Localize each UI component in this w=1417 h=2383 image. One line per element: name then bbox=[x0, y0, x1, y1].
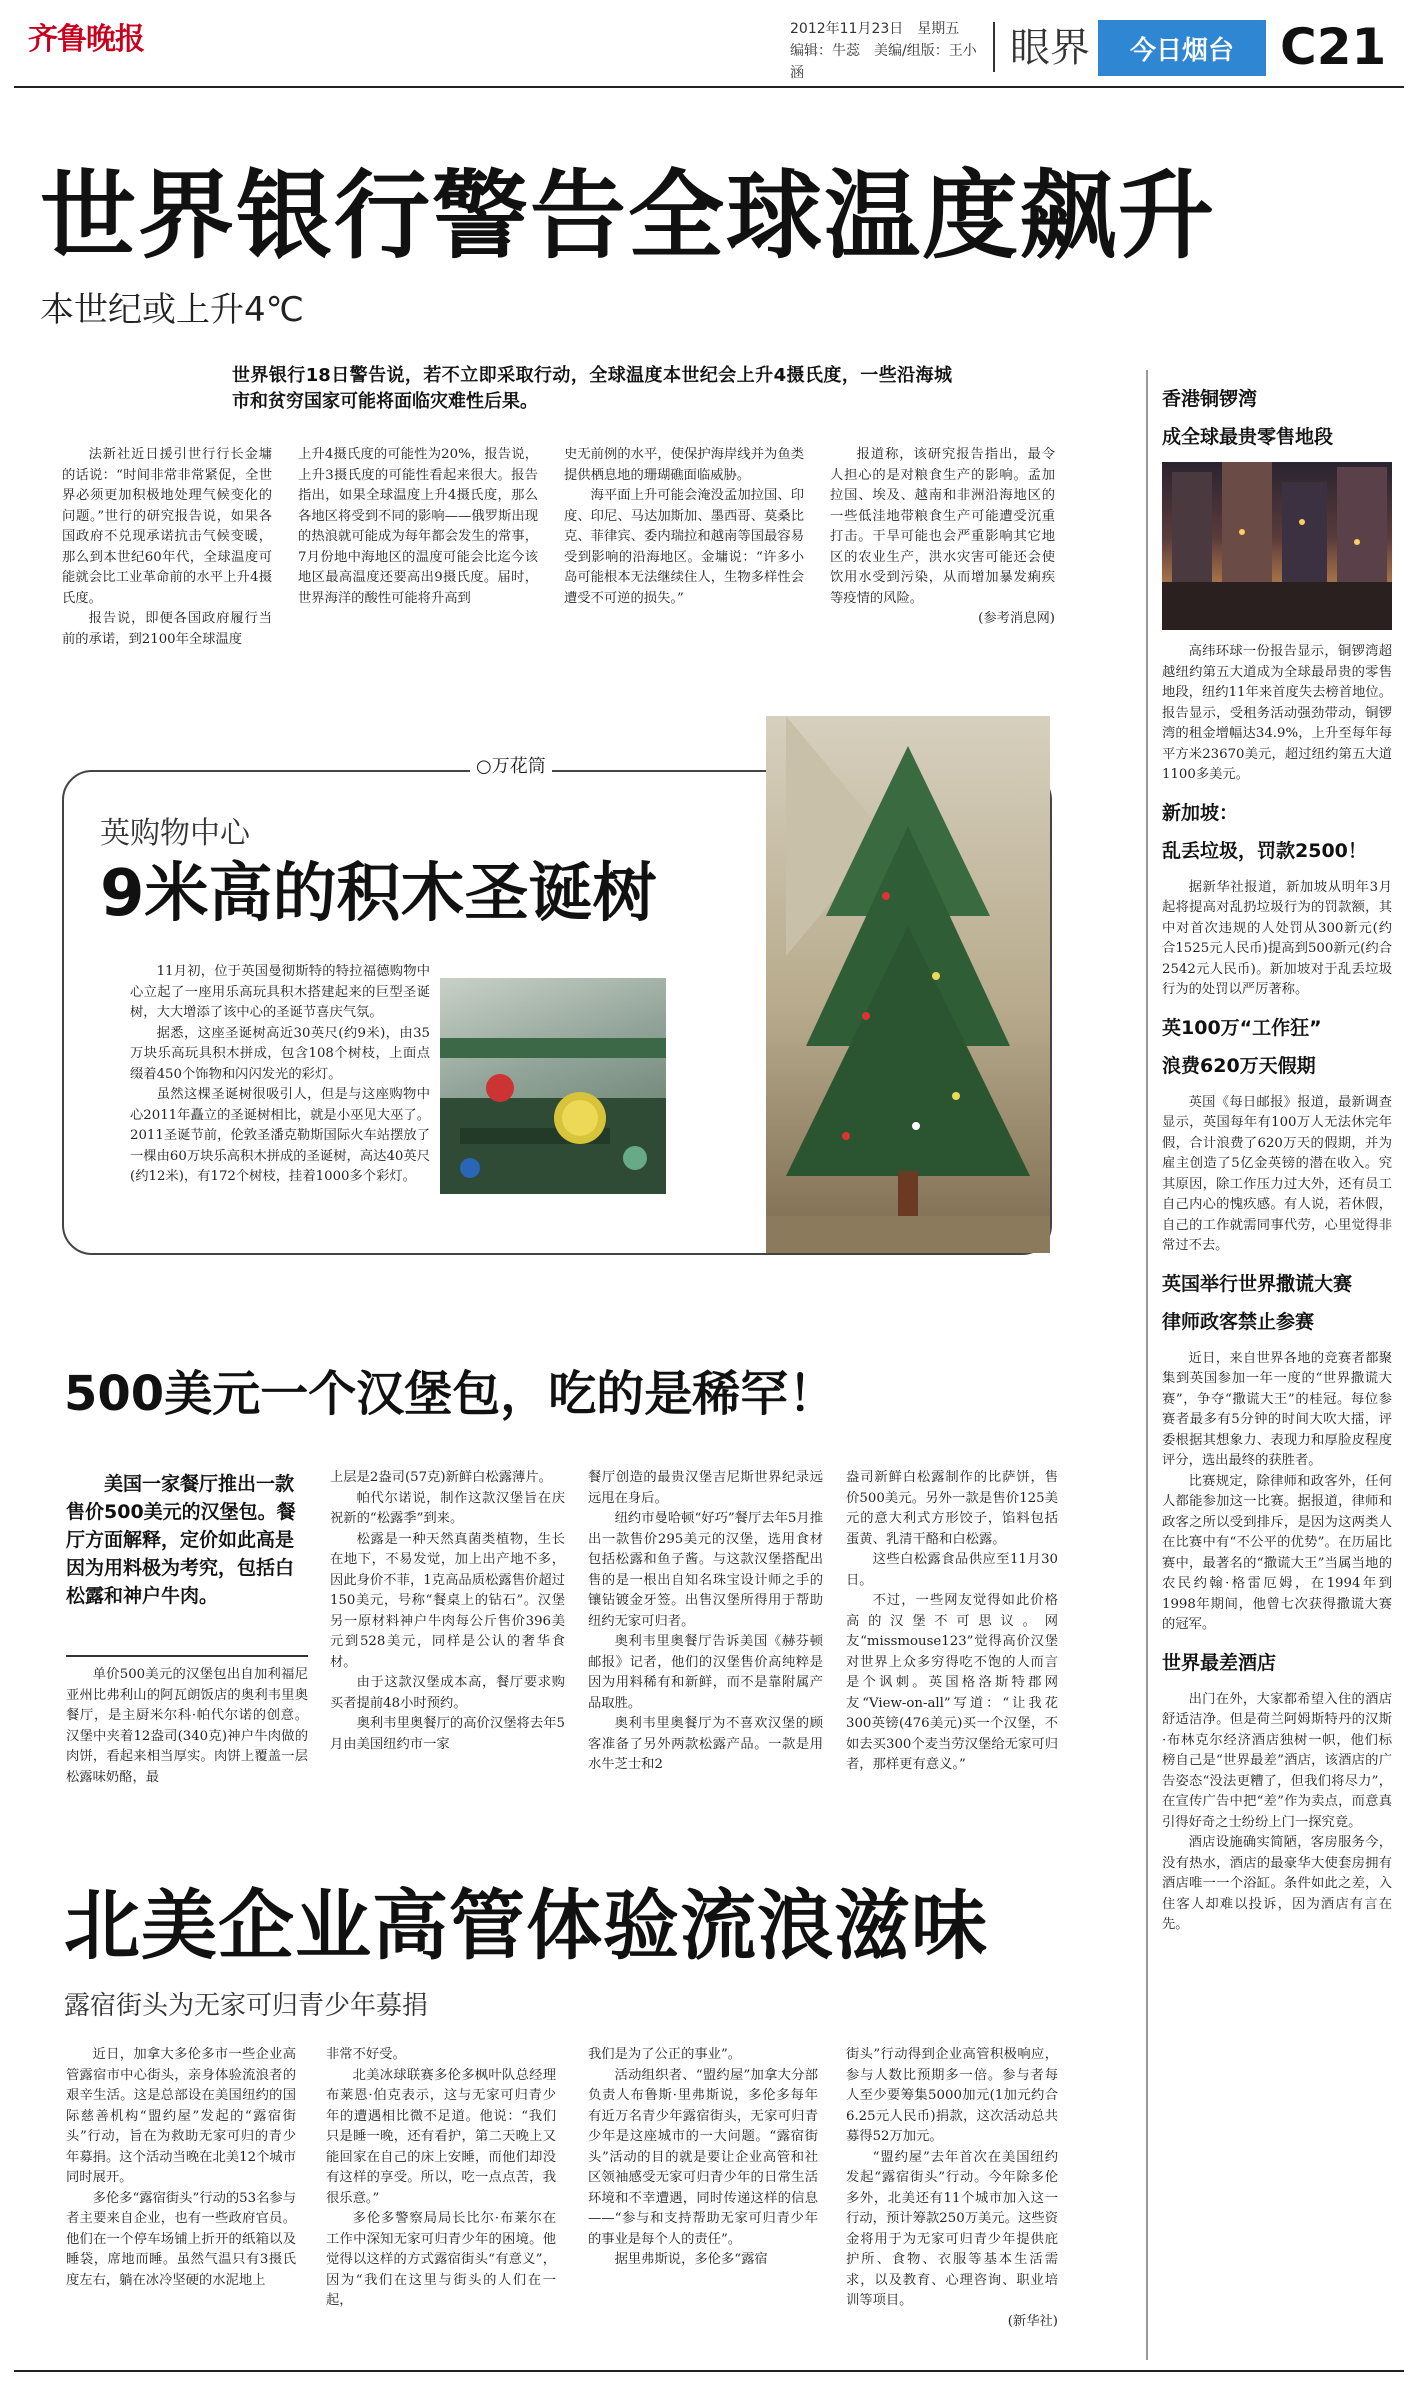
paragraph: 虽然这棵圣诞树很吸引人，但是与这座购物中心2011年矗立的圣诞树相比，就是小巫见大巫了。2011圣诞节前，伦敦圣潘克勒斯国际火车站摆放了一棵由60万块乐高积木拼成的圣诞树，高达40英尺(约12米)，有172个树枝，挂着1000多个彩灯。 bbox=[130, 1087, 430, 1184]
lego-closeup-photo bbox=[440, 978, 666, 1194]
story4-subhead: 露宿街头为无家可归青少年募捐 bbox=[64, 1991, 429, 2021]
sidebar-story2-title1: 新加坡： bbox=[1162, 801, 1239, 824]
christmas-tree-graphic bbox=[766, 716, 1050, 1253]
story3-lead: 美国一家餐厅推出一款售价500美元的汉堡包。餐厅方面解释，定价如此高是因为用料极为考究，包括白松露和神户牛肉。 bbox=[66, 1473, 296, 1607]
section-tag: 今日烟台 bbox=[1098, 20, 1266, 76]
paragraph: 帕代尔诺说，制作这款汉堡旨在庆祝新的“松露季”到来。 bbox=[330, 1490, 565, 1526]
paragraph: 非常不好受。 bbox=[326, 2047, 406, 2062]
paragraph: 法新社近日援引世行行长金墉的话说：“时间非常非常紧促，全世界必须更加积极地处理气候变化的问题。”世行的研究报告说，如果各国政府不兑现承诺抗击气候变暖，那么到本世纪60年代，全球温度可能就会比工业革命前的水平上升4摄氏度。 bbox=[62, 447, 272, 606]
christmas-tree-photo bbox=[766, 716, 1050, 1253]
paragraph: 北美冰球联赛多伦多枫叶队总经理布莱恩·伯克表示，这与无家可归青少年的遭遇相比微不足道。他说：“我们只是睡一晚，还有看护，第二天晚上又能回家在自己的床上安睡，而他们却没有这样的享受。所以，吃一点点苦，我很乐意。” bbox=[326, 2067, 556, 2206]
paragraph: 出门在外，大家都希望入住的酒店舒适洁净。但是荷兰阿姆斯特丹的汉斯·布林克尔经济酒店独树一帜，他们标榜自己是“世界最差”酒店，该酒店的广告姿态“没法更糟了，但我们将尽力”，在宣传广告中把“差”作为卖点，而意真引得好奇之士纷纷上门一探究竟。 bbox=[1162, 1691, 1392, 1830]
story4-col1 bbox=[66, 2045, 296, 2291]
story2-subhead: 英购物中心 bbox=[100, 816, 250, 851]
story3-lead-rule bbox=[66, 1655, 308, 1657]
story1-credit: (参考消息网) bbox=[978, 611, 1055, 626]
sidebar bbox=[1162, 384, 1392, 1936]
sidebar-story2-title2: 乱丢垃圾，罚款2500！ bbox=[1162, 839, 1367, 862]
sidebar-story2-body bbox=[1162, 878, 1392, 1001]
story2-body bbox=[130, 962, 430, 1188]
paragraph: 奥利韦里奥餐厅告诉美国《赫芬顿邮报》记者，他们的汉堡售价高纯粹是因为用料稀有和新鲜，而不是靠附属产品取胜。 bbox=[588, 1634, 823, 1711]
sidebar-story5-body bbox=[1162, 1690, 1392, 1936]
paragraph: 酒店设施确实简陋，客房服务今，没有热水，酒店的最豪华大使套房拥有酒店唯一一个浴缸。条件如此之差，入住客人却难以投诉，因为酒店有言在先。 bbox=[1162, 1835, 1392, 1932]
paragraph: 我们是为了公正的事业”。 bbox=[588, 2047, 742, 2062]
story4-col4 bbox=[846, 2045, 1058, 2332]
header-divider bbox=[993, 22, 995, 72]
story4-headline: 北美企业高管体验流浪滋味 bbox=[64, 1881, 988, 1970]
story2-kicker: ○万花筒 bbox=[470, 752, 552, 778]
story1-subhead: 本世纪或上升4℃ bbox=[40, 290, 304, 330]
story3-col1 bbox=[66, 1665, 308, 1788]
sidebar-story4-title1: 英国举行世界撒谎大赛 bbox=[1162, 1272, 1353, 1295]
paragraph: 奥利韦里奥餐厅的高价汉堡将去年5月由美国纽约市一家 bbox=[330, 1716, 565, 1752]
paragraph: 这些白松露食品供应至11月30日。 bbox=[846, 1552, 1058, 1588]
paragraph: 报道称，该研究报告指出，最令人担心的是对粮食生产的影响。孟加拉国、埃及、越南和非洲沿海地区的一些低洼地带粮食生产可能遭受沉重打击。干旱可能也会严重影响其它地区的农业生产，洪水灾害可能还会使饮用水受到污染，从而增加暴发痢疾等疫情的风险。 bbox=[830, 447, 1055, 606]
paragraph: 报告说，即便各国政府履行当前的承诺，到2100年全球温度 bbox=[62, 611, 272, 647]
sidebar-story3-title1: 英100万“工作狂” bbox=[1162, 1016, 1322, 1039]
paragraph: 史无前例的水平，使保护海岸线并为鱼类提供栖息地的珊瑚礁面临威胁。 bbox=[564, 447, 804, 483]
sidebar-story1-body bbox=[1162, 642, 1392, 786]
paragraph: 单价500美元的汉堡包出自加利福尼亚州比弗利山的阿瓦朗饭店的奥利韦里奥餐厅，是主厨米尔科·帕代尔诺的创意。汉堡中夹着12盎司(340克)神户牛肉做的肉饼，看起来相当厚实。肉饼上覆盖一层松露味奶酪，最 bbox=[66, 1667, 308, 1785]
paragraph: 松露是一种天然真菌类植物，生长在地下，不易发觉，加上出产地不多，因此身价不菲，1克高品质松露售价超过150美元，号称“餐桌上的钻石”。汉堡另一原材料神户牛肉每公斤售价396美元到528美元，同样是公认的奢华食材。 bbox=[330, 1531, 565, 1670]
header-rule bbox=[14, 86, 1404, 88]
story4-col2 bbox=[326, 2045, 556, 2312]
paragraph: 由于这款汉堡成本高，餐厅要求购买者提前48小时预约。 bbox=[330, 1675, 565, 1711]
paragraph: 高纬环球一份报告显示，铜锣湾超越纽约第五大道成为全球最昂贵的零售地段，纽约11年来首度失去榜首地位。报告显示，受租务活动强劲带动，铜锣湾的租金增幅达34.9%，上升至每年每平方米23670美元，超过纽约第五大道1100多美元。 bbox=[1162, 644, 1392, 782]
paragraph: 多伦多警察局局长比尔·布莱尔在工作中深知无家可归青少年的困境。他觉得以这样的方式露宿街头“有意义”，因为“我们在这里与街头的人们在一起， bbox=[326, 2211, 556, 2308]
story1-col2 bbox=[298, 445, 538, 609]
story2-headline: 9米高的积木圣诞树 bbox=[100, 857, 657, 931]
paragraph: 街头”行动得到企业高管积极响应，参与人数比预期多一倍。参与者每人至少要筹集5000加元(1加元约合6.25元人民币)捐款，这次活动总共募得52万加元。 bbox=[846, 2047, 1058, 2144]
sidebar-story4-body bbox=[1162, 1349, 1392, 1636]
sidebar-story1-title2: 成全球最贵零售地段 bbox=[1162, 426, 1334, 448]
issue-weekday: 星期五 bbox=[917, 21, 960, 37]
issue-meta bbox=[790, 18, 990, 84]
paragraph: 奥利韦里奥餐厅为不喜欢汉堡的顾客准备了另外两款松露产品。一款是用水牛芝士和2 bbox=[588, 1716, 823, 1772]
story1-col1 bbox=[62, 445, 272, 650]
paragraph: 多伦多“露宿街头”行动的53名参与者主要来自企业，也有一些政府官员。他们在一个停车场铺上折开的纸箱以及睡袋，席地而睡。虽然气温只有3摄氏度左右，躺在冰冷坚硬的水泥地上 bbox=[66, 2190, 296, 2288]
paragraph: 不过，一些网友觉得如此价格高的汉堡不可思议。网友“missmouse123”觉得高价汉堡对世界上众多穷得吃不饱的人而言是个讽刺。英国格洛斯特郡网友“View-on-all”写道：“让我花300英镑(476美元)买一个汉堡，不如去买300个麦当劳汉堡给无家可归者，那样更有意义。” bbox=[846, 1593, 1058, 1772]
page-number: C21 bbox=[1280, 18, 1387, 76]
paragraph: 活动组织者、“盟约屋”加拿大分部负责人布鲁斯·里弗斯说，多伦多每年有近万名青少年露宿街头，无家可归青少年是这座城市的一大问题。“露宿街头”活动的目的就是要让企业高管和社区领袖感受无家可归青少年的日常生活环境和不幸遭遇，同时传递这样的信息——“参与和支持帮助无家可归青少年的事业是每个人的责任”。 bbox=[588, 2067, 818, 2247]
lego-closeup-graphic bbox=[440, 978, 666, 1194]
paragraph: 据新华社报道，新加坡从明年3月起将提高对乱扔垃圾行为的罚款额，其中对首次违规的人处罚从300新元(约合1525元人民币)提高到500新元(约合2542元人民币)。新加坡对于乱丢垃圾行为的处罚以严厉著称。 bbox=[1162, 879, 1392, 997]
causeway-bay-photo bbox=[1162, 462, 1392, 630]
story3-col4 bbox=[846, 1468, 1058, 1776]
street-scene-graphic bbox=[1162, 462, 1392, 630]
paragraph: 据悉，这座圣诞树高近30英尺(约9米)，由35万块乐高玩具积木拼成，包含108个树枝，上面点缀着450个饰物和闪闪发光的彩灯。 bbox=[130, 1025, 430, 1082]
sidebar-story5-title: 世界最差酒店 bbox=[1162, 1651, 1277, 1674]
paragraph: 比赛规定，除律师和政客外，任何人都能参加这一比赛。据报道，律师和政客之所以受到排斥，是因为这两类人在比赛中有“不公平的优势”。在历届比赛中，最著名的“撒谎大王”当属当地的农民约翰·格雷厄姆，在1994年到1998年期间，他曾七次获得撒谎大赛的冠军。 bbox=[1162, 1473, 1392, 1632]
story4-credit: (新华社) bbox=[1007, 2313, 1058, 2329]
paragraph: 近日，来自世界各地的竞赛者都聚集到英国参加一年一度的“世界撒谎大赛”，争夺“撒谎大王”的桂冠。每位参赛者最多有5分钟的时间大吹大擂，评委根据其想象力、表现力和厚脸皮程度评分，选出最终的获胜者。 bbox=[1162, 1350, 1392, 1468]
story3-col3 bbox=[588, 1468, 823, 1776]
footer-rule bbox=[14, 2370, 1404, 2372]
paragraph: 11月初，位于英国曼彻斯特的特拉福德购物中心立起了一座用乐高玩具积木搭建起来的巨型圣诞树，大大增添了该中心的圣诞节喜庆气氛。 bbox=[130, 964, 430, 1020]
story3-headline: 500美元一个汉堡包，吃的是稀罕！ bbox=[64, 1366, 837, 1422]
sidebar-divider bbox=[1146, 370, 1148, 2360]
sidebar-story3-title2: 浪费620万天假期 bbox=[1162, 1054, 1316, 1077]
story1-lead: 世界银行18日警告说，若不立即采取行动，全球温度本世纪会上升4摄氏度，一些沿海城市和贫穷国家可能将面临灾难性后果。 bbox=[232, 365, 952, 412]
paragraph: 盎司新鲜白松露制作的比萨饼，售价500美元。另外一款是售价125美元的意大利式方形饺子，馅料包括蛋黄、乳清干酪和白松露。 bbox=[846, 1470, 1058, 1547]
story1-headline: 世界银行警告全球温度飙升 bbox=[40, 160, 1216, 272]
sidebar-story1-title1: 香港铜锣湾 bbox=[1162, 388, 1258, 410]
story1-col3 bbox=[564, 445, 804, 609]
story3-col2 bbox=[330, 1468, 565, 1755]
editor-credits: 编辑：牛蕊 美编/组版：王小涵 bbox=[790, 43, 977, 81]
sidebar-story4-title2: 律师政客禁止参赛 bbox=[1162, 1310, 1315, 1333]
paragraph: 英国《每日邮报》报道，最新调查显示，英国每年有100万人无法休完年假，合计浪费了620万天的假期，并为雇主创造了5亿金英镑的潜在收入。究其原因，除工作压力过大外，还有员工自己内心的愧疚感。有人说，若休假，自己的工作就需同事代劳，心里觉得非常过不去。 bbox=[1162, 1094, 1392, 1253]
paragraph: 上层是2盎司(57克)新鲜白松露薄片。 bbox=[330, 1470, 552, 1485]
issue-date: 2012年11月23日 bbox=[790, 21, 904, 37]
newspaper-masthead: 齐鲁晚报 bbox=[28, 22, 144, 57]
story1-col4 bbox=[830, 445, 1055, 630]
paragraph: “盟约屋”去年首次在美国纽约发起“露宿街头”行动。今年除多伦多外，北美还有11个城市加入这一行动，预计筹款250万美元。这些资金将用于为无家可归青少年提供庇护所、食物、衣服等基本生活需求，以及教育、心理咨询、职业培训等项目。 bbox=[846, 2149, 1058, 2308]
sidebar-story3-body bbox=[1162, 1093, 1392, 1257]
paragraph: 上升4摄氏度的可能性为20%，报告说，上升3摄氏度的可能性看起来很大。报告指出，如果全球温度上升4摄氏度，那么各地区将受到不同的影响——俄罗斯出现的热浪就可能成为每年都会发生的常事，7月份地中海地区的温度可能会比迄今该地区最高温度还要高出9摄氏度。届时，世界海洋的酸性可能将升高到 bbox=[298, 447, 538, 606]
paragraph: 近日，加拿大多伦多市一些企业高管露宿市中心街头，亲身体验流浪者的艰辛生活。这是总部设在美国纽约的国际慈善机构“盟约屋”发起的“露宿街头”行动，旨在为救助无家可归的青少年募捐。这个活动当晚在北美12个城市同时展开。 bbox=[66, 2047, 296, 2185]
paragraph: 据里弗斯说，多伦多“露宿 bbox=[614, 2252, 768, 2267]
section-name: 眼界 bbox=[1010, 25, 1090, 71]
story4-col3 bbox=[588, 2045, 818, 2271]
paragraph: 海平面上升可能会淹没孟加拉国、印度、印尼、马达加斯加、墨西哥、莫桑比克、菲律宾、委内瑞拉和越南等国最容易受到影响的沿海地区。金墉说：“许多小岛可能根本无法继续住人，生物多样性会遭受不可逆的损失。” bbox=[564, 488, 804, 606]
paragraph: 纽约市曼哈顿“好巧”餐厅去年5月推出一款售价295美元的汉堡，选用食材包括松露和鱼子酱。与这款汉堡搭配出售的是一根出自知名珠宝设计师之手的镶钻镀金牙签。出售汉堡所得用于帮助纽约无家可归者。 bbox=[588, 1511, 823, 1629]
paragraph: 餐厅创造的最贵汉堡吉尼斯世界纪录远远甩在身后。 bbox=[588, 1470, 823, 1506]
